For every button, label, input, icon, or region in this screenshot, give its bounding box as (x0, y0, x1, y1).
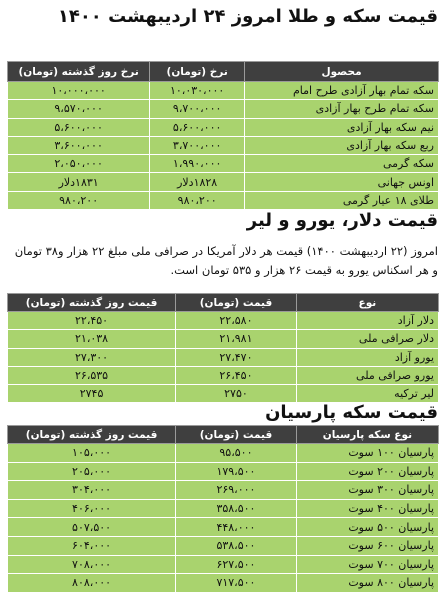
table-header-row (8, 62, 439, 82)
col-prev-price: قیمت روز گذشته (تومان) (8, 426, 176, 444)
cell-name: سکه تمام بهار آزادی طرح امام (245, 82, 439, 100)
cell-name: دلار آزاد (296, 312, 438, 330)
table-row (8, 118, 439, 136)
cell-prev: ۷۰۸،۰۰۰ (8, 555, 176, 574)
cell-prev: ۲۷۴۵ (8, 385, 176, 403)
cell-name: سکه گرمی (245, 155, 439, 173)
currency-title: قیمت دلار، یورو و لیر (246, 210, 438, 231)
cell-price: ۵،۶۰۰،۰۰۰ (150, 118, 245, 136)
cell-prev: ۱۸۳۱دلار (8, 173, 150, 191)
cell-name: پارسیان ۸۰۰ سوت (296, 574, 438, 593)
cell-name: پارسیان ۵۰۰ سوت (296, 518, 438, 537)
cell-prev: ۹۸۰،۲۰۰ (8, 191, 150, 209)
cell-price: ۳۵۸،۵۰۰ (176, 499, 297, 518)
table-row (8, 555, 439, 574)
table-row (8, 462, 439, 481)
table-row (8, 136, 439, 154)
parsian-table (7, 425, 439, 593)
cell-price: ۹۵،۵۰۰ (176, 444, 297, 463)
cell-name: یورو صرافی ملی (296, 366, 438, 384)
cell-price: ۱۸۲۸دلار (150, 173, 245, 191)
cell-prev: ۵۰۷،۵۰۰ (8, 518, 176, 537)
table-row (8, 385, 439, 403)
table-row (8, 100, 439, 118)
cell-price: ۷۱۷،۵۰۰ (176, 574, 297, 593)
table-row (8, 155, 439, 173)
cell-price: ۲۷۵۰ (176, 385, 297, 403)
cell-prev: ۲۱،۰۳۸ (8, 330, 176, 348)
cell-name: پارسیان ۱۰۰ سوت (296, 444, 438, 463)
cell-price: ۵۳۸،۵۰۰ (176, 536, 297, 555)
cell-prev: ۳۰۴،۰۰۰ (8, 481, 176, 500)
col-coin-type: نوع سکه پارسیان (296, 426, 438, 444)
cell-name: پارسیان ۲۰۰ سوت (296, 462, 438, 481)
cell-prev: ۵،۶۰۰،۰۰۰ (8, 118, 150, 136)
table-row (8, 191, 439, 209)
cell-prev: ۲،۰۵۰،۰۰۰ (8, 155, 150, 173)
table-row (8, 348, 439, 366)
cell-name: پارسیان ۳۰۰ سوت (296, 481, 438, 500)
cell-price: ۲۶،۴۵۰ (176, 366, 297, 384)
cell-price: ۱۰،۰۳۰،۰۰۰ (150, 82, 245, 100)
parsian-title: قیمت سکه پارسیان (265, 402, 438, 423)
gold-coin-title: قیمت سکه و طلا امروز ۲۴ اردیبهشت ۱۴۰۰ (57, 6, 438, 27)
cell-price: ۲۱،۹۸۱ (176, 330, 297, 348)
cell-price: ۹،۷۰۰،۰۰۰ (150, 100, 245, 118)
col-price: نرخ (تومان) (150, 62, 245, 82)
cell-prev: ۲۷،۳۰۰ (8, 348, 176, 366)
cell-prev: ۶۰۴،۰۰۰ (8, 536, 176, 555)
table-row (8, 82, 439, 100)
currency-table (7, 293, 439, 403)
table-row (8, 536, 439, 555)
table-row (8, 574, 439, 593)
cell-prev: ۲۲،۴۵۰ (8, 312, 176, 330)
cell-prev: ۹،۵۷۰،۰۰۰ (8, 100, 150, 118)
cell-prev: ۱۰۵،۰۰۰ (8, 444, 176, 463)
cell-name: پارسیان ۴۰۰ سوت (296, 499, 438, 518)
cell-prev: ۸۰۸،۰۰۰ (8, 574, 176, 593)
cell-name: سکه تمام طرح بهار آزادی (245, 100, 439, 118)
col-product: محصول (245, 62, 439, 82)
cell-price: ۳،۷۰۰،۰۰۰ (150, 136, 245, 154)
cell-prev: ۳،۶۰۰،۰۰۰ (8, 136, 150, 154)
col-prev-price: قیمت روز گذشته (تومان) (8, 294, 176, 312)
gold-coin-table (7, 61, 439, 210)
cell-name: ربع سکه بهار آزادی (245, 136, 439, 154)
table-row (8, 312, 439, 330)
col-price: قیمت (تومان) (176, 426, 297, 444)
cell-name: نیم سکه بهار آزادی (245, 118, 439, 136)
cell-name: پارسیان ۷۰۰ سوت (296, 555, 438, 574)
table-row (8, 499, 439, 518)
cell-price: ۲۶۹،۰۰۰ (176, 481, 297, 500)
cell-price: ۱۷۹،۵۰۰ (176, 462, 297, 481)
cell-price: ۲۷،۴۷۰ (176, 348, 297, 366)
table-row (8, 444, 439, 463)
cell-prev: ۱۰،۰۰۰،۰۰۰ (8, 82, 150, 100)
cell-price: ۴۴۸،۰۰۰ (176, 518, 297, 537)
cell-price: ۱،۹۹۰،۰۰۰ (150, 155, 245, 173)
table-row (8, 481, 439, 500)
table-row (8, 366, 439, 384)
currency-paragraph: امروز (۲۲ اردیبهشت ۱۴۰۰) قیمت هر دلار آمریکا در صرافی ملی مبلغ ۲۲ هزار و۳۸ تومان و هر اسکناس یورو به قیمت ۲۶ هزار و ۵۳۵ تومان است. (14, 244, 438, 277)
cell-name: پارسیان ۶۰۰ سوت (296, 536, 438, 555)
cell-prev: ۲۰۵،۰۰۰ (8, 462, 176, 481)
cell-prev: ۴۰۶،۰۰۰ (8, 499, 176, 518)
cell-name: اونس جهانی (245, 173, 439, 191)
table-header-row (8, 426, 439, 444)
table-header-row (8, 294, 439, 312)
cell-name: لیر ترکیه (296, 385, 438, 403)
cell-price: ۹۸۰،۲۰۰ (150, 191, 245, 209)
table-row (8, 330, 439, 348)
col-price: قیمت (تومان) (176, 294, 297, 312)
col-prev-price: نرخ روز گذشته (تومان) (8, 62, 150, 82)
cell-price: ۲۲،۵۸۰ (176, 312, 297, 330)
cell-name: طلای ۱۸ عیار گرمی (245, 191, 439, 209)
col-type: نوع (296, 294, 438, 312)
cell-name: یورو آزاد (296, 348, 438, 366)
cell-name: دلار صرافی ملی (296, 330, 438, 348)
cell-price: ۶۲۷،۵۰۰ (176, 555, 297, 574)
table-row (8, 518, 439, 537)
table-row (8, 173, 439, 191)
cell-prev: ۲۶،۵۳۵ (8, 366, 176, 384)
